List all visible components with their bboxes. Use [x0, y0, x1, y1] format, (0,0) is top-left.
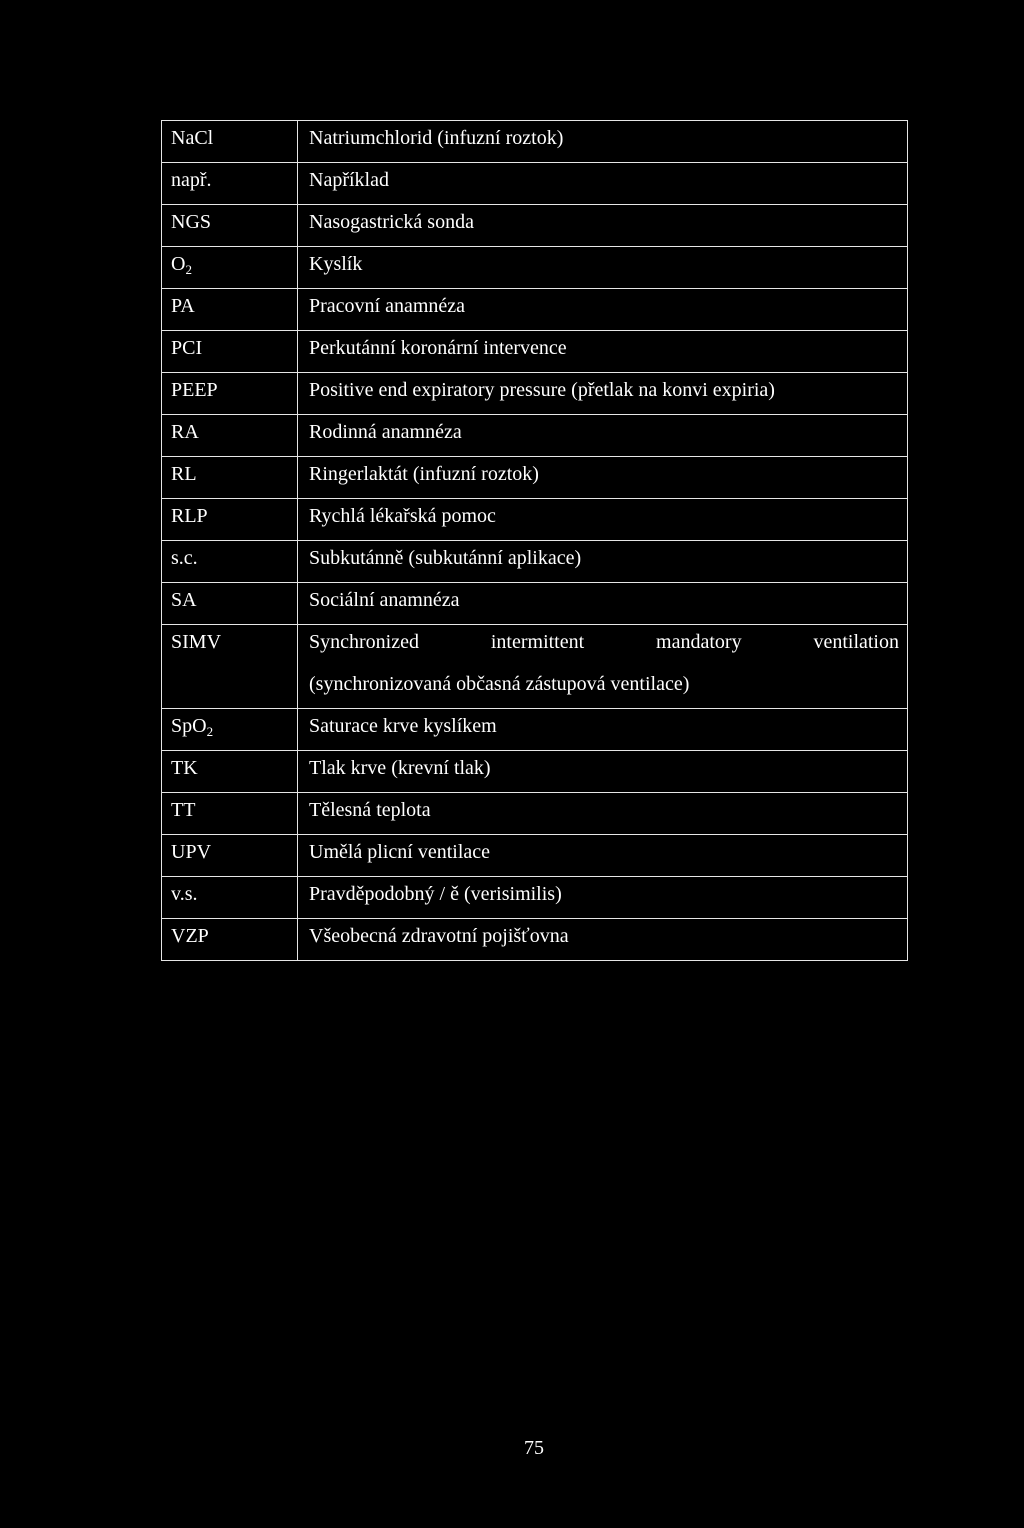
- definition-cell: Nasogastrická sonda: [298, 205, 908, 247]
- definition-cell: Sociální anamnéza: [298, 583, 908, 625]
- table-row: [162, 331, 908, 373]
- abbreviation-cell: NaCl: [162, 121, 298, 163]
- definition-cell: Positive end expiratory pressure (přetlak na konvi expiria): [298, 373, 908, 415]
- definition-cell: Pracovní anamnéza: [298, 289, 908, 331]
- table-row: [162, 499, 908, 541]
- abbreviation-main: O: [171, 253, 186, 275]
- table-row: [162, 373, 908, 415]
- definition-word: intermittent: [490, 631, 585, 653]
- abbreviation-cell: PCI: [162, 331, 298, 373]
- table-row: [162, 415, 908, 457]
- table-row: [162, 289, 908, 331]
- table-row: [162, 121, 908, 163]
- abbreviation-cell: s.c.: [162, 541, 298, 583]
- definition-cell: Rychlá lékařská pomoc: [298, 499, 908, 541]
- table-row: [162, 793, 908, 835]
- table-row: [162, 247, 908, 289]
- definition-cell: Perkutánní koronární intervence: [298, 331, 908, 373]
- definition-cell: Subkutánně (subkutánní aplikace): [298, 541, 908, 583]
- definition-line-1: [309, 631, 899, 653]
- abbreviation-cell: SA: [162, 583, 298, 625]
- abbreviation-cell: [162, 247, 298, 289]
- table-row: [162, 919, 908, 961]
- table-row: [162, 583, 908, 625]
- abbreviation-cell: SIMV: [162, 625, 298, 709]
- table-row: [162, 541, 908, 583]
- definition-cell: Ringerlaktát (infuzní roztok): [298, 457, 908, 499]
- abbreviation-cell: NGS: [162, 205, 298, 247]
- definition-cell: Tlak krve (krevní tlak): [298, 751, 908, 793]
- abbreviation-cell: TK: [162, 751, 298, 793]
- abbreviation-cell: např.: [162, 163, 298, 205]
- abbreviation-subscript: 2: [185, 262, 192, 277]
- table-row: [162, 205, 908, 247]
- abbreviation-cell: RA: [162, 415, 298, 457]
- definition-cell: Tělesná teplota: [298, 793, 908, 835]
- definition-cell: Například: [298, 163, 908, 205]
- abbreviation-cell: TT: [162, 793, 298, 835]
- definition-cell: Umělá plicní ventilace: [298, 835, 908, 877]
- abbreviation-table: [161, 120, 908, 961]
- abbreviation-cell: PA: [162, 289, 298, 331]
- definition-word: Synchronized: [309, 631, 419, 653]
- definition-cell: Pravděpodobný / ě (verisimilis): [298, 877, 908, 919]
- abbreviation-cell: UPV: [162, 835, 298, 877]
- table-row: [162, 835, 908, 877]
- abbreviation-subscript: 2: [206, 724, 214, 739]
- definition-cell: Natriumchlorid (infuzní roztok): [298, 121, 908, 163]
- definition-word: mandatory: [656, 631, 742, 653]
- abbreviation-main: SpO: [171, 715, 207, 737]
- table-row: [162, 751, 908, 793]
- definition-cell: Rodinná anamnéza: [298, 415, 908, 457]
- definition-line-2: (synchronizovaná občasná zástupová ventilace): [309, 673, 690, 695]
- definition-word: ventilation: [813, 631, 899, 653]
- definition-cell: Saturace krve kyslíkem: [298, 709, 908, 751]
- table-row: [162, 457, 908, 499]
- table-row: [162, 877, 908, 919]
- abbreviation-cell: RLP: [162, 499, 298, 541]
- definition-cell: [298, 625, 908, 709]
- definition-cell: Všeobecná zdravotní pojišťovna: [298, 919, 908, 961]
- table-row: [162, 625, 908, 709]
- abbreviation-cell: RL: [162, 457, 298, 499]
- abbreviation-cell: PEEP: [162, 373, 298, 415]
- page-number: 75: [524, 1437, 544, 1459]
- abbreviation-cell: VZP: [162, 919, 298, 961]
- abbreviation-cell: [162, 709, 298, 751]
- table-row: [162, 163, 908, 205]
- definition-cell: Kyslík: [298, 247, 908, 289]
- abbreviation-cell: v.s.: [162, 877, 298, 919]
- table-row: [162, 709, 908, 751]
